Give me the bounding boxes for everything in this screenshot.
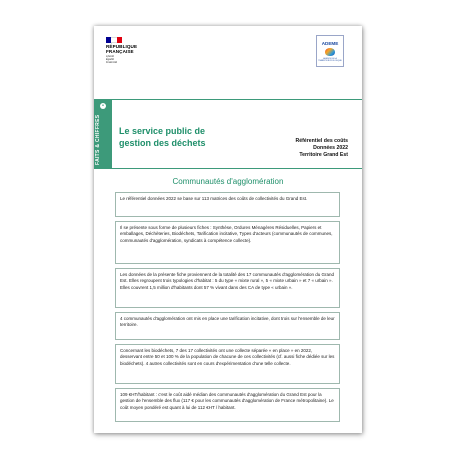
referentiel-block	[296, 138, 348, 159]
section-title: Communautés d'agglomération	[172, 177, 284, 186]
republic-line-1: RÉPUBLIQUE	[106, 44, 138, 49]
motto	[106, 55, 137, 64]
text-box-cout: 109 €HT/habitant : c'est le coût aidé médian des communautés d'agglomération du Grand Est pour la gestion de l'ensemble des flux (117 € pour les communautés d'agglomération de France métropolitaine). Le coût moyen pondéré est quant à lui de 112 €HT / habitant.	[115, 388, 340, 422]
republique-francaise-logo	[106, 37, 137, 64]
content-boxes	[115, 192, 340, 426]
text-box-donnees: Les données de la présente fiche proviennent de la totalité des 17 communautés d'agglomération du Grand Est. Elles regroupent trois typologies d'habitat : 5 du type « mixte rural », 5 « mixte urbain » et 7 « urbain ». Elles couvrent 1,5 million d'habitants dont 57 % vivant dans des CA de type « urbain ».	[115, 268, 340, 308]
info-dot-icon: •	[100, 103, 106, 109]
ademe-subtitle: AGENCE DE LA TRANSITION ÉCOLOGIQUE	[318, 58, 342, 63]
faits-chiffres-tab	[94, 99, 112, 169]
ademe-logo	[316, 35, 344, 67]
title-band	[94, 99, 362, 169]
text-box-tarification: 4 communautés d'agglomération ont mis en place une tarification incitative, dont trois sur l'ensemble de leur territoire.	[115, 312, 340, 340]
text-box-biodechets: Concernant les biodéchets, 7 des 17 collectivités ont une collecte séparée « en place » en 2022, desservant entre 50 et 100 % de la population de chacune de ces collectivités (cf. aussi fiche dédiée sur les biodéchets). 4 autres collectivités sont en cours d'expérimentation d'une telle collecte.	[115, 344, 340, 384]
french-flag-icon	[106, 37, 122, 43]
page-title: Le service public de gestion des déchets	[119, 126, 206, 148]
ref-line-2: Données 2022	[313, 145, 348, 151]
republic-line-2: FRANÇAISE	[106, 49, 134, 54]
tab-label: FAITS & CHIFFRES	[95, 114, 101, 165]
text-box-fiches: Il se présente sous forme de plusieurs fiches : Synthèse, Ordures Ménagères Résiduelles, Papiers et emballages, Déchèteries, Biodéchets, Tarification incitative, Types d'acteurs (communautés de communes, communautés d'agglomération, syndicats à compétence collecte).	[115, 221, 340, 264]
motto-fraternite: Fraternité	[106, 61, 118, 64]
ref-line-3: Territoire Grand Est	[299, 152, 348, 158]
ademe-mark-icon	[325, 48, 335, 56]
motto-egalite: Égalité	[106, 58, 114, 61]
ademe-name: ADEME	[321, 41, 339, 46]
ref-line-1: Référentiel des coûts	[295, 138, 348, 144]
motto-liberte: Liberté	[106, 55, 114, 58]
document-page	[94, 26, 362, 433]
text-box-intro: Le référentiel données 2022 se base sur 113 matrices des coûts de collectivités du Grand Est.	[115, 192, 340, 217]
